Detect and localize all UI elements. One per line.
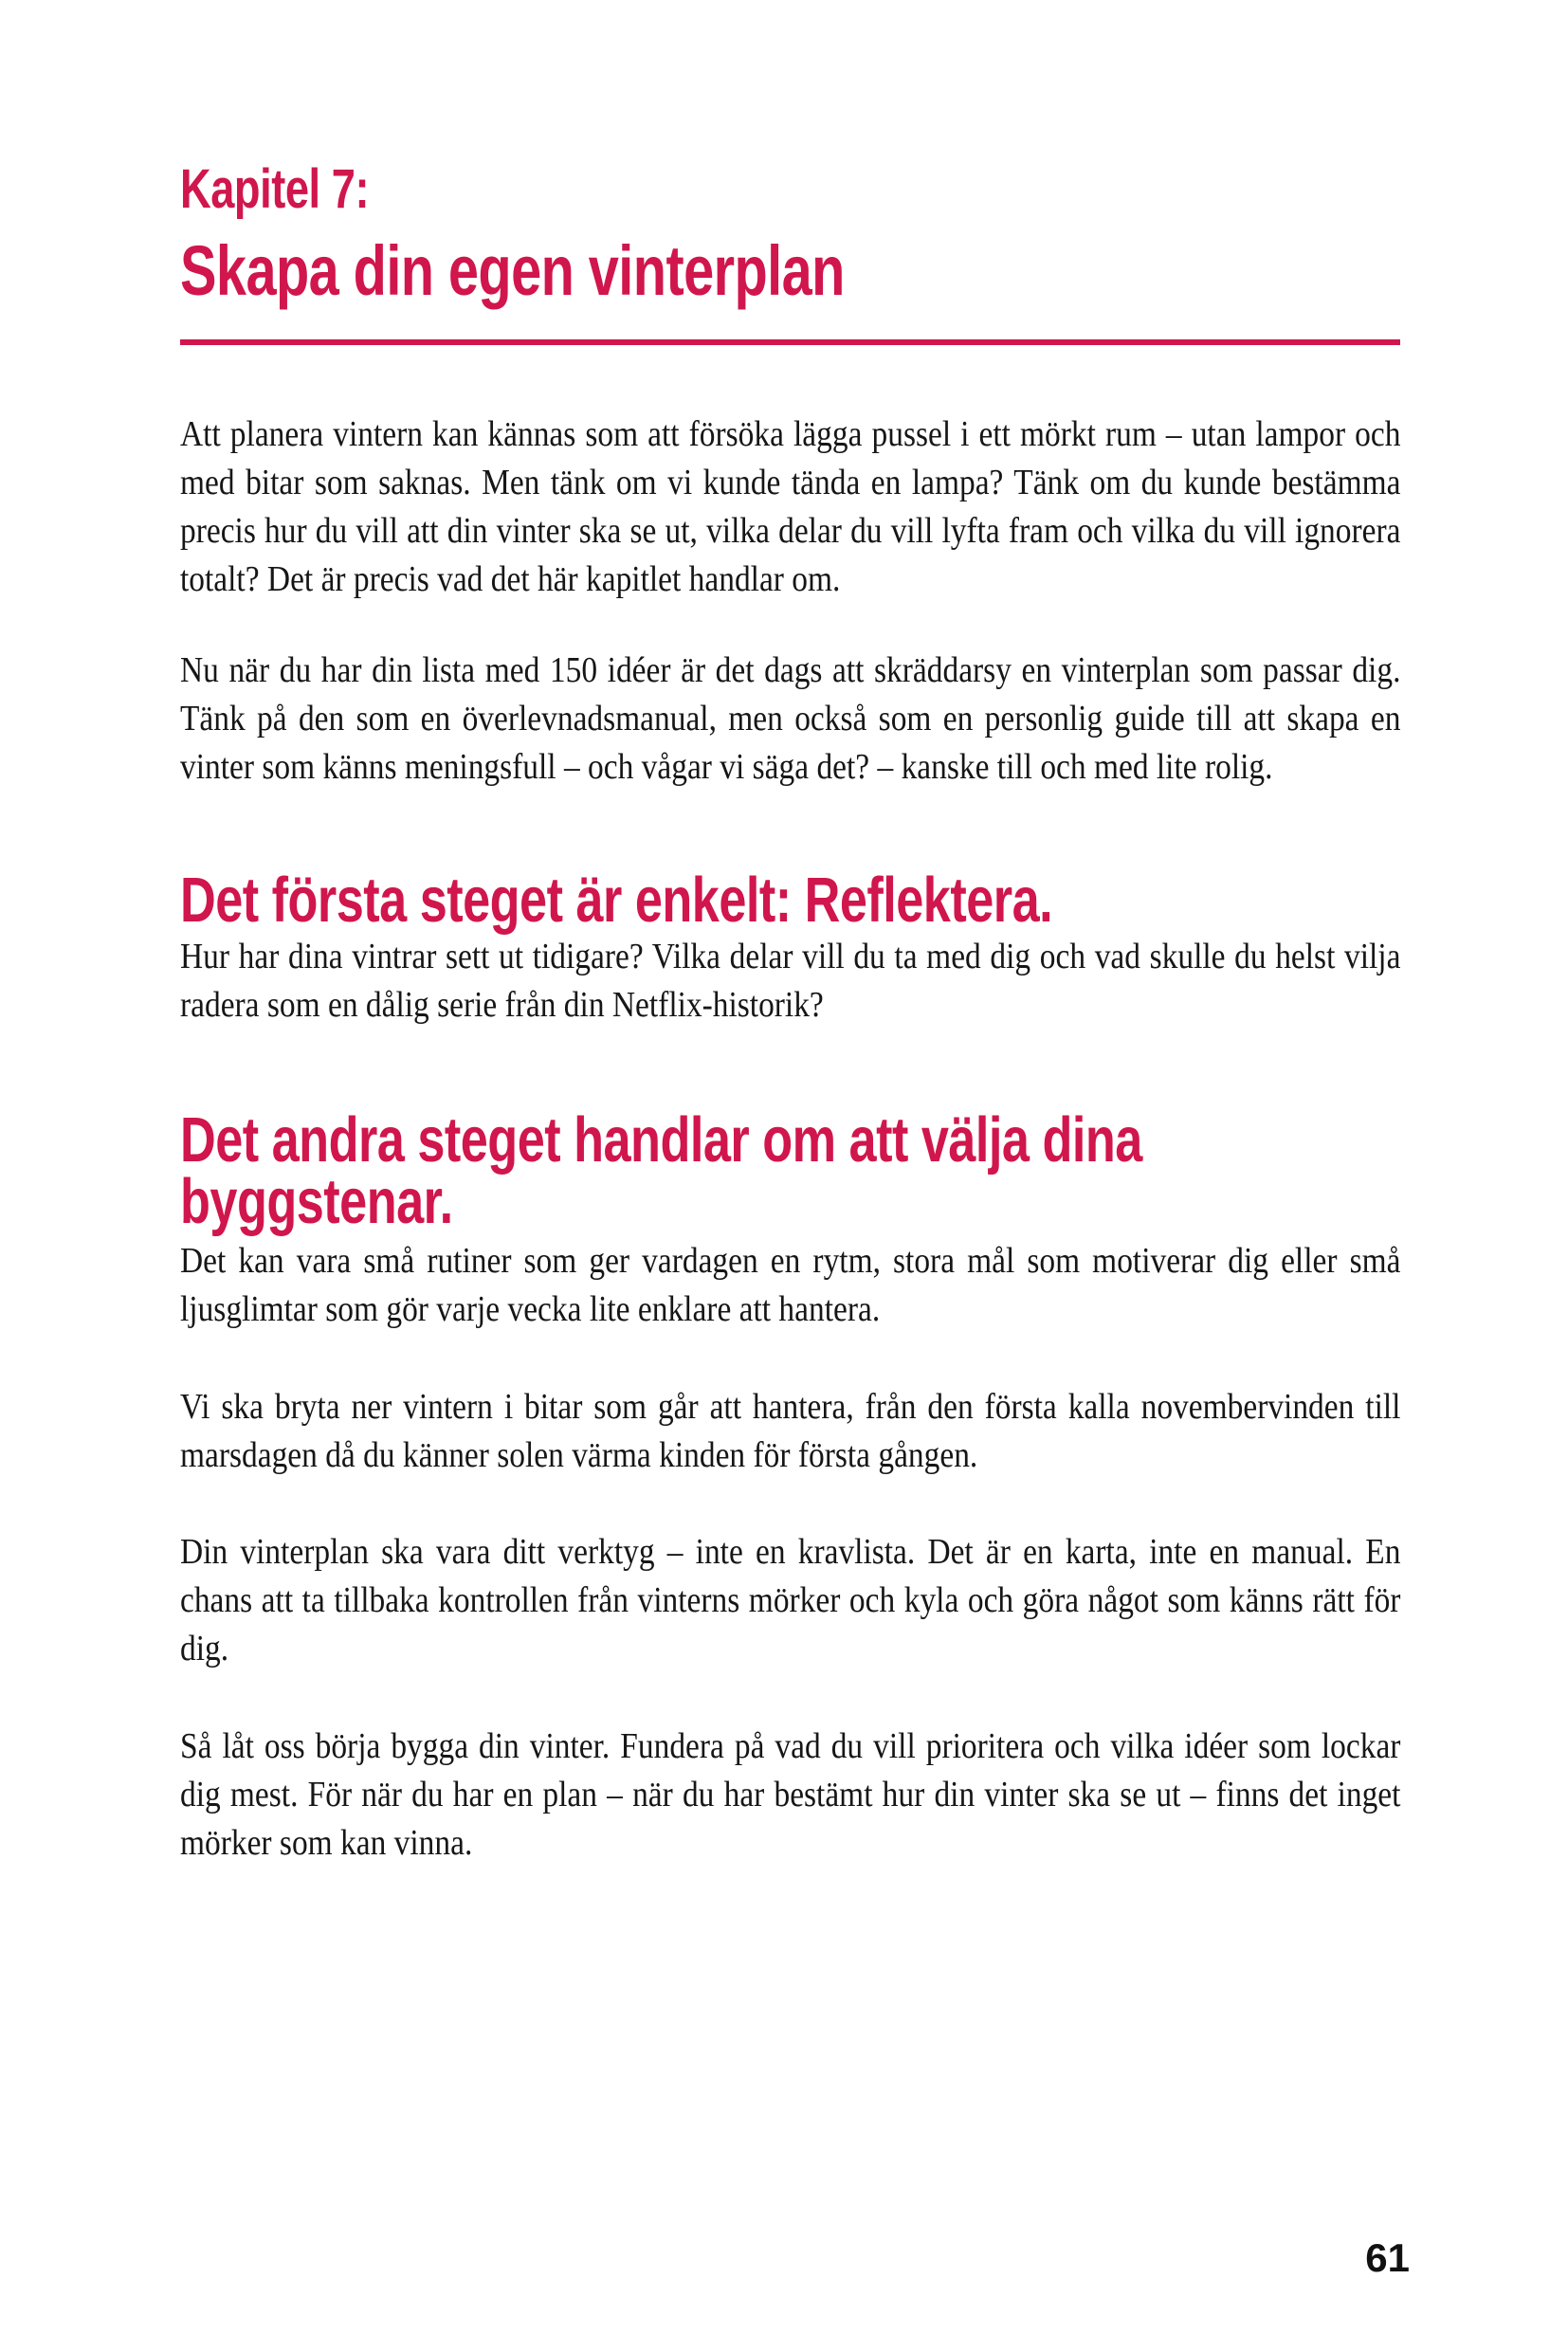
section-paragraph: Så låt oss börja bygga din vinter. Fundera på vad du vill prioritera och vilka idéer som lockar dig mest. För när du har en plan – när du har bestämt hur din vinter ska se ut – finns det inget mörker som kan vinna. [180,1726,1401,1863]
section-paragraph: Det kan vara små rutiner som ger vardagen en rytm, stora mål som motiverar dig eller små ljusglimtar som gör varje vecka lite enklare att hantera. [180,1241,1401,1329]
intro-paragraph: Nu när du har din lista med 150 idéer är det dags att skräddarsy en vinterplan som passar dig. Tänk på den som en överlevnadsmanual, men också som en personlig guide till att skapa en vinter som känns meningsfull – och vågar vi säga det? – kanske till och med lite rolig. [180,650,1401,787]
title-divider [180,339,1400,345]
chapter-title: Skapa din egen vinterplan [180,231,845,310]
page-content [180,0,1400,1868]
intro-paragraph: Att planera vintern kan kännas som att försöka lägga pussel i ett mörkt rum – utan lampor och med bitar som saknas. Men tänk om vi kunde tända en lampa? Tänk om du kunde bestämma precis hur du vill att din vinter ska se ut, vilka delar du vill lyfta fram och vilka du vill ignorera totalt? Det är precis vad det här kapitlet handlar om. [180,414,1401,599]
section-heading-reflektera: Det första steget är enkelt: Reflektera. [180,865,1053,936]
section-paragraph: Vi ska bryta ner vintern i bitar som går att hantera, från den första kalla novembervinden till marsdagen då du känner solen värma kinden för första gången. [180,1387,1401,1475]
section-paragraph: Hur har dina vintrar sett ut tidigare? Vilka delar vill du ta med dig och vad skulle du helst vilja radera som en dålig serie från din Netflix-historik? [180,937,1401,1025]
page-number: 61 [1365,2235,1410,2280]
section-paragraph: Din vinterplan ska vara ditt verktyg – inte en kravlista. Det är en karta, inte en manual. En chans att ta tillbaka kontrollen från vinterns mörker och kyla och göra något som känns rätt för dig. [180,1532,1401,1668]
chapter-kicker: Kapitel 7: [180,158,370,220]
section-heading-byggstenar: Det andra steget handlar om att välja dina byggstenar. [180,1104,1142,1237]
